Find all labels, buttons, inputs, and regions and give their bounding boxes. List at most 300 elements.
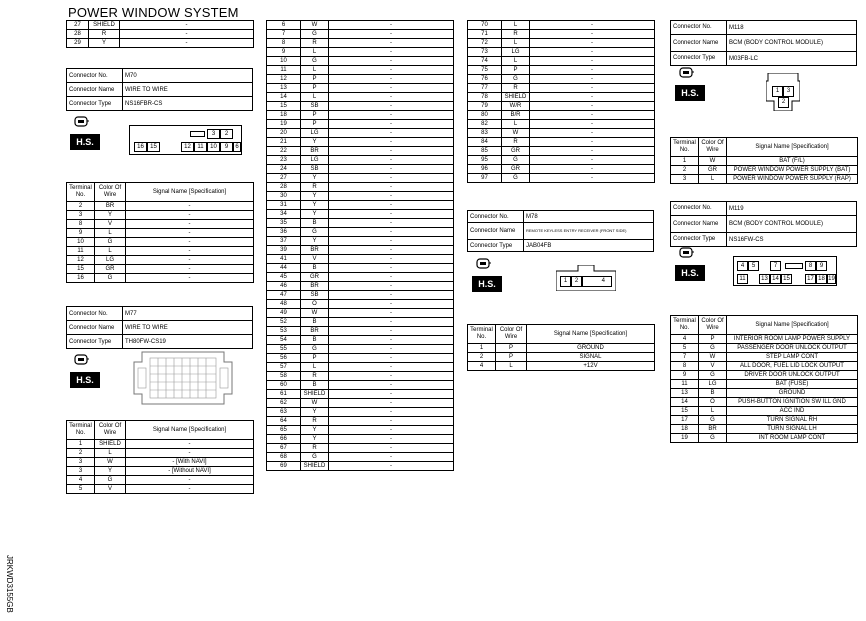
wire-color: BR (699, 425, 727, 434)
terminal-no: 27 (267, 174, 301, 183)
wire-color: B/R (502, 111, 530, 120)
terminal-no: 11 (267, 66, 301, 75)
terminal-no: 19 (267, 120, 301, 129)
table-row (468, 39, 655, 48)
table-row (671, 389, 858, 398)
terminal-no: 5 (671, 344, 699, 353)
table-row (468, 48, 655, 57)
wire-color: GR (95, 265, 126, 274)
signal-name: - (329, 399, 454, 408)
label-connector-name: Connector Name (67, 83, 123, 97)
wire-color: SHIELD (502, 93, 530, 102)
table-row (67, 220, 254, 229)
signal-name: - (329, 156, 454, 165)
wire-color: GR (502, 147, 530, 156)
table-row (468, 84, 655, 93)
table-row (67, 202, 254, 211)
table-row (267, 453, 454, 462)
signal-name: - (329, 336, 454, 345)
signal-name: - (329, 282, 454, 291)
terminal-no: 82 (468, 120, 502, 129)
terminal-no: 97 (468, 174, 502, 183)
wire-color: SHIELD (95, 440, 126, 449)
m118-connector-name: BCM (BODY CONTROL MODULE) (727, 35, 857, 52)
table-row (671, 175, 858, 184)
table-row (468, 93, 655, 102)
wire-color: Y (301, 435, 329, 444)
terminal-no: 4 (67, 476, 95, 485)
table-row (67, 476, 254, 485)
terminal-no: 18 (267, 111, 301, 120)
terminal-no: 1 (468, 344, 496, 353)
wire-color: W (301, 21, 329, 30)
signal-name: - (329, 327, 454, 336)
signal-name: - (329, 345, 454, 354)
table-row (671, 371, 858, 380)
wire-color: L (502, 57, 530, 66)
table-row (468, 344, 655, 353)
terminal-no-header: Terminal No. (671, 316, 699, 335)
signal-name: - (530, 120, 655, 129)
pin: 1 (560, 276, 571, 287)
terminal-no: 12 (67, 256, 95, 265)
signal-name: - (126, 238, 254, 247)
m119-connector-info: Connector No. M119 Connector Name BCM (BODY CONTROL MODULE) Connector Type NS16FW-CS (670, 201, 857, 247)
wire-color: G (301, 228, 329, 237)
pin: 4 (737, 261, 748, 271)
signal-name: - (530, 75, 655, 84)
m77-connector-type: TH80FW-CS19 (123, 335, 253, 349)
signal-name: - (329, 111, 454, 120)
signal-name: STEP LAMP CONT (727, 353, 858, 362)
wire-color: R (502, 30, 530, 39)
wire-color: GR (699, 166, 727, 175)
signal-name: - [With NAVI] (126, 458, 254, 467)
terminal-no-header: Terminal No. (67, 183, 95, 202)
terminal-no: 46 (267, 282, 301, 291)
table-row (267, 318, 454, 327)
table-row (671, 425, 858, 434)
terminal-no: 14 (267, 93, 301, 102)
signal-name: - (126, 229, 254, 238)
m78-connector-name: REMOTE KEYLESS ENTRY RECEIVER (FRONT SIDE) (524, 223, 654, 240)
terminal-no: 37 (267, 237, 301, 246)
wire-color-header: Color Of Wire (699, 316, 727, 335)
m77-connector-face (128, 348, 238, 408)
m119-connector-name: BCM (BODY CONTROL MODULE) (727, 216, 857, 233)
table-row (468, 21, 655, 30)
terminal-no: 39 (267, 246, 301, 255)
wire-color: GR (301, 273, 329, 282)
table-row (267, 354, 454, 363)
signal-name: - (329, 300, 454, 309)
wire-color: P (496, 353, 527, 362)
pin: 17 (805, 274, 816, 284)
terminal-no: 63 (267, 408, 301, 417)
pin: 2 (220, 129, 233, 139)
table-row (267, 165, 454, 174)
terminal-no-header: Terminal No. (468, 325, 496, 344)
signal-name: - (329, 309, 454, 318)
table-row (67, 467, 254, 476)
wire-color: L (301, 66, 329, 75)
terminal-no: 13 (671, 389, 699, 398)
terminal-no: 18 (671, 425, 699, 434)
table-row (267, 75, 454, 84)
terminal-no: 1 (671, 157, 699, 166)
signal-name: BAT (FUSE) (727, 380, 858, 389)
m119-connector-type: NS16FW-CS (727, 233, 857, 247)
wire-color: W (301, 399, 329, 408)
signal-name: - (329, 435, 454, 444)
table-row (468, 102, 655, 111)
signal-name: - (329, 129, 454, 138)
wire-color: SB (301, 165, 329, 174)
wire-color: G (699, 416, 727, 425)
terminal-no: 8 (267, 39, 301, 48)
table-row (267, 228, 454, 237)
signal-name: SIGNAL (527, 353, 655, 362)
wire-color: L (95, 229, 126, 238)
wire-color: SHIELD (301, 462, 329, 471)
signal-name: +12V (527, 362, 655, 371)
hs-badge-m119: H.S. (673, 243, 707, 283)
wire-color-header: Color Of Wire (496, 325, 527, 344)
table-row (67, 440, 254, 449)
terminal-no: 66 (267, 435, 301, 444)
signal-name: - (329, 255, 454, 264)
pin: 13 (759, 274, 770, 284)
wire-color: G (95, 476, 126, 485)
top-continuation-table (66, 20, 254, 48)
terminal-no: 17 (671, 416, 699, 425)
wire-color: V (95, 485, 126, 494)
signal-name: POWER WINDOW POWER SUPPLY (BAT) (727, 166, 858, 175)
table-row (267, 408, 454, 417)
m118-terminal-table (670, 137, 858, 184)
signal-name-header: Signal Name [Specification] (126, 183, 254, 202)
table-row (267, 426, 454, 435)
table-row (267, 210, 454, 219)
signal-name: - (329, 48, 454, 57)
table-row (267, 192, 454, 201)
terminal-no: 1 (67, 440, 95, 449)
table-row (267, 372, 454, 381)
table-row (267, 417, 454, 426)
m119-terminal-table (670, 315, 858, 443)
signal-name: - (329, 273, 454, 282)
table-row (67, 265, 254, 274)
terminal-no-header: Terminal No. (67, 421, 95, 440)
hs-badge-m70: H.S. (68, 112, 102, 152)
signal-name: GROUND (727, 389, 858, 398)
pin: 1 (772, 86, 783, 97)
terminal-no: 5 (67, 485, 95, 494)
pin: 7 (770, 261, 781, 271)
signal-name: - (530, 138, 655, 147)
wire-color: L (301, 363, 329, 372)
terminal-no: 45 (267, 273, 301, 282)
wire-color: Y (89, 39, 120, 48)
pin: 3 (207, 129, 220, 139)
terminal-no: 9 (671, 371, 699, 380)
wire-color: L (502, 120, 530, 129)
terminal-no: 9 (67, 229, 95, 238)
diagram-code: JRKWD3155GB (5, 555, 14, 613)
signal-name: - (329, 291, 454, 300)
pin: 9 (220, 142, 233, 152)
table-row (671, 166, 858, 175)
wire-color: G (301, 453, 329, 462)
table-row (67, 238, 254, 247)
table-row (267, 246, 454, 255)
terminal-no: 52 (267, 318, 301, 327)
wire-color: SB (301, 291, 329, 300)
signal-name: - (329, 219, 454, 228)
hs-badge-m77: H.S. (68, 350, 102, 390)
continuation-table-3 (467, 20, 655, 183)
signal-name: - (329, 381, 454, 390)
signal-name: - (126, 440, 254, 449)
terminal-no: 22 (267, 147, 301, 156)
table-row (267, 93, 454, 102)
table-row (67, 449, 254, 458)
wire-color: R (301, 417, 329, 426)
signal-name: - (530, 30, 655, 39)
wire-color: Y (301, 192, 329, 201)
wire-color: LG (301, 129, 329, 138)
table-row (671, 344, 858, 353)
wire-color: R (502, 84, 530, 93)
wire-color: B (301, 219, 329, 228)
terminal-no: 62 (267, 399, 301, 408)
signal-name: - (329, 66, 454, 75)
wire-color: B (699, 389, 727, 398)
wire-color: B (301, 336, 329, 345)
terminal-no: 60 (267, 381, 301, 390)
signal-name: - (530, 156, 655, 165)
terminal-no: 11 (67, 247, 95, 256)
wire-color: P (301, 111, 329, 120)
terminal-no: 65 (267, 426, 301, 435)
signal-name: - (126, 485, 254, 494)
terminal-no: 36 (267, 228, 301, 237)
wire-color: Y (301, 174, 329, 183)
terminal-no: 35 (267, 219, 301, 228)
signal-name: ALL DOOR, FUEL LID LOCK OUTPUT (727, 362, 858, 371)
signal-name: - (126, 265, 254, 274)
table-row (468, 129, 655, 138)
signal-name: - (126, 202, 254, 211)
terminal-no: 2 (671, 166, 699, 175)
signal-name: - (530, 21, 655, 30)
signal-name: - (329, 417, 454, 426)
terminal-no: 48 (267, 300, 301, 309)
terminal-no: 76 (468, 75, 502, 84)
signal-name: - (329, 39, 454, 48)
table-row (67, 458, 254, 467)
terminal-no: 41 (267, 255, 301, 264)
table-row (267, 345, 454, 354)
wire-color: W (502, 129, 530, 138)
signal-name: - (126, 476, 254, 485)
wire-color: GR (502, 165, 530, 174)
wire-color: L (502, 21, 530, 30)
table-row (267, 282, 454, 291)
terminal-no: 70 (468, 21, 502, 30)
terminal-no: 47 (267, 291, 301, 300)
terminal-no-header: Terminal No. (671, 138, 699, 157)
signal-name: - (530, 57, 655, 66)
table-row (267, 129, 454, 138)
terminal-no: 8 (67, 220, 95, 229)
terminal-no: 53 (267, 327, 301, 336)
terminal-no: 14 (671, 398, 699, 407)
wire-color: P (699, 335, 727, 344)
terminal-no: 15 (267, 102, 301, 111)
signal-name: - (329, 174, 454, 183)
signal-name: POWER WINDOW POWER SUPPLY (RAP) (727, 175, 858, 184)
table-row (67, 21, 254, 30)
table-row (468, 57, 655, 66)
terminal-no: 74 (468, 57, 502, 66)
signal-name: - (530, 66, 655, 75)
signal-name: - (126, 211, 254, 220)
terminal-no: 57 (267, 363, 301, 372)
table-row (267, 435, 454, 444)
signal-name: INT ROOM LAMP CONT (727, 434, 858, 443)
wire-color-header: Color Of Wire (95, 183, 126, 202)
table-row (267, 84, 454, 93)
pin: 11 (194, 142, 207, 152)
wire-color: SHIELD (301, 390, 329, 399)
wire-color: LG (95, 256, 126, 265)
wire-color: SHIELD (89, 21, 120, 30)
terminal-no: 79 (468, 102, 502, 111)
terminal-no: 68 (267, 453, 301, 462)
signal-name-header: Signal Name [Specification] (527, 325, 655, 344)
wire-color: BR (301, 246, 329, 255)
m70-connector-face (129, 125, 242, 155)
wire-color: G (502, 75, 530, 84)
wire-color: G (301, 57, 329, 66)
signal-name: - (329, 165, 454, 174)
pin: 19 (828, 276, 835, 282)
table-row (267, 183, 454, 192)
signal-name: - (530, 102, 655, 111)
wire-color: LG (301, 156, 329, 165)
terminal-no: 7 (671, 353, 699, 362)
table-row (67, 229, 254, 238)
signal-name: - (530, 147, 655, 156)
signal-name: - (530, 48, 655, 57)
terminal-no: 77 (468, 84, 502, 93)
terminal-no: 4 (468, 362, 496, 371)
table-row (267, 138, 454, 147)
pin: 5 (748, 261, 759, 271)
signal-name-header: Signal Name [Specification] (727, 138, 858, 157)
terminal-no: 64 (267, 417, 301, 426)
signal-name: - (530, 93, 655, 102)
signal-name: - (329, 264, 454, 273)
connector-icon (74, 353, 90, 367)
pin: 18 (816, 274, 827, 284)
pin: 14 (770, 274, 781, 284)
signal-name-header: Signal Name [Specification] (727, 316, 858, 335)
table-row (267, 336, 454, 345)
wire-color: R (301, 183, 329, 192)
m77-connector-info: Connector No. M77 Connector Name WIRE TO WIRE Connector Type TH80FW-CS19 (66, 306, 253, 349)
signal-name: - (329, 30, 454, 39)
terminal-no: 85 (468, 147, 502, 156)
wire-color: G (301, 30, 329, 39)
wire-color: L (301, 93, 329, 102)
table-row (468, 138, 655, 147)
table-row (468, 362, 655, 371)
wire-color: LG (699, 380, 727, 389)
table-row (671, 398, 858, 407)
label-connector-no: Connector No. (67, 69, 123, 83)
wire-color: Y (301, 426, 329, 435)
continuation-table-2 (266, 20, 454, 471)
wire-color: O (301, 300, 329, 309)
signal-name: - (329, 426, 454, 435)
signal-name: - (530, 129, 655, 138)
table-row (267, 390, 454, 399)
terminal-no: 3 (67, 467, 95, 476)
signal-name: - (329, 93, 454, 102)
signal-name: - (329, 462, 454, 471)
table-row (267, 264, 454, 273)
table-row (267, 102, 454, 111)
wire-color: Y (301, 138, 329, 147)
wire-color: P (502, 66, 530, 75)
table-row (267, 48, 454, 57)
terminal-no: 28 (267, 183, 301, 192)
terminal-no: 24 (267, 165, 301, 174)
wire-color: Y (301, 237, 329, 246)
signal-name: - (329, 57, 454, 66)
table-row (468, 147, 655, 156)
terminal-no: 12 (267, 75, 301, 84)
m119-connector-no: M119 (727, 202, 857, 216)
signal-name: - (329, 444, 454, 453)
wire-color-header: Color Of Wire (95, 421, 126, 440)
table-row (267, 66, 454, 75)
signal-name: - (329, 390, 454, 399)
wire-color: W (95, 458, 126, 467)
signal-name: - (329, 75, 454, 84)
wire-color: R (301, 444, 329, 453)
signal-name: ACC IND (727, 407, 858, 416)
signal-name: - (126, 256, 254, 265)
wire-color: V (301, 255, 329, 264)
wire-color: G (699, 434, 727, 443)
wire-color: Y (95, 211, 126, 220)
table-row (671, 434, 858, 443)
m77-terminal-table (66, 420, 254, 494)
wire-color: R (502, 138, 530, 147)
terminal-no: 54 (267, 336, 301, 345)
table-row (671, 416, 858, 425)
table-row (671, 353, 858, 362)
table-row (267, 300, 454, 309)
table-row (267, 201, 454, 210)
terminal-no: 16 (67, 274, 95, 283)
terminal-no: 10 (267, 57, 301, 66)
pin: 8 (805, 261, 816, 271)
signal-name: - (329, 237, 454, 246)
